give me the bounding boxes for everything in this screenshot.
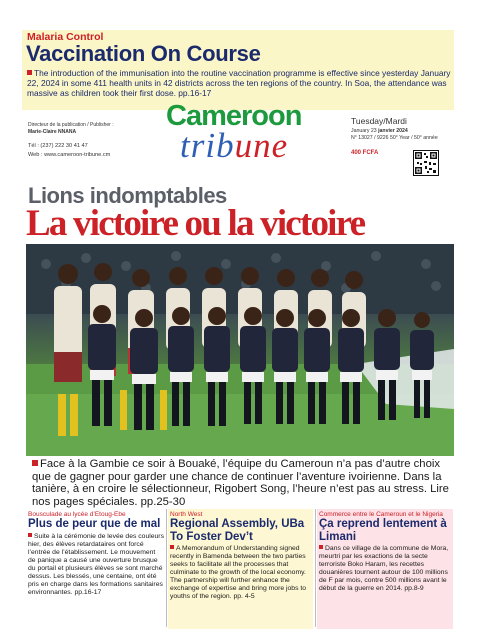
column-body: Suite à la cérémonie de levée des couleurs hier, des élèves retardataires ont forcé l’entrée de l’établissement. Le mouvement de panique a causé une ouverture brusque du portail et plusieurs élèves se sont marché dessus. Les blessés, une centaine, ont été pris en charge dans les formations sanitaires environnantes. pp.16-17 [28, 532, 164, 596]
column-body: A Memorandum of Understanding signed recently in Bamenda between the two parties seeks to facilitate all the processes that culminate to the growth of the local economy. The partnership will further enhance the exchange of expertise and bring more jobs to youths of the region. pp. 4-5 [170, 545, 307, 600]
logo-wordmark-top: Cameroon [166, 100, 302, 132]
day-en: Tuesday/ [351, 116, 386, 126]
story-column-3[interactable] [317, 509, 453, 629]
main-story-caption [32, 458, 452, 509]
column-title[interactable]: Regional Assembly, UBa To Foster Dev’t [170, 518, 305, 543]
publisher-name: Marie-Claire NNANA [28, 129, 77, 135]
date-fr: janvier 2024 [378, 128, 408, 134]
bullet-icon [170, 545, 174, 549]
main-headline[interactable]: La victoire ou la victoire [26, 203, 365, 244]
story-column-2[interactable] [168, 509, 313, 629]
logo-wordmark-bottom: tribune [180, 126, 289, 165]
price: 400 FCFA [351, 150, 379, 156]
day-name [351, 116, 438, 126]
column-text [26, 531, 166, 597]
column-title[interactable]: Plus de peur que de mal [28, 518, 161, 530]
column-divider [166, 509, 167, 627]
column-text [317, 543, 453, 593]
main-story-kicker: Lions indomptables [28, 183, 227, 208]
top-story-body: The introduction of the immunisation into the routine vaccination programme is effective since yesterday January 22, 2024 in some 411 health units in 42 districts across the ten regions of the country. In Soa, the attendance was massive as children took their first dose. pp.16-17 [27, 68, 451, 99]
top-story-text [27, 68, 452, 99]
issue-date [351, 128, 438, 134]
top-story-kicker: Malaria Control [27, 31, 104, 43]
column-title[interactable]: Ça reprend lentement à Limani [319, 518, 447, 543]
date-en: January 23 [351, 128, 379, 134]
bullet-icon [28, 533, 32, 537]
column-kicker: Bousculade au lycée d’Etoug-Ebe [28, 511, 126, 518]
bullet-icon [32, 460, 38, 466]
column-kicker: Commerce entre le Cameroun et le Nigeria [319, 511, 443, 518]
qr-code-icon[interactable] [413, 150, 439, 176]
contact-info [28, 142, 110, 160]
main-story-caption-text: Face à la Gambie ce soir à Bouaké, l’équipe du Cameroun n’a pas d’autre choix que de gagner pour garder une chance de continuer l’aventure ivoirienne. Dans la tanière, à en croire le sélectionneur, Rigobert Song, l’heure n’est pas au stress. Lire nos pages spéciales. pp.25-30 [32, 458, 449, 509]
column-text [168, 543, 313, 601]
contact-web[interactable]: Web : www.cameroon-tribune.cm [28, 152, 111, 158]
bullet-icon [319, 545, 323, 549]
top-story-title[interactable]: Vaccination On Course [26, 41, 261, 66]
bullet-icon [27, 70, 32, 75]
column-body: Dans ce village de la commune de Mora, meurtri par les exactions de la secte terroriste Boko Haram, les recettes douanières tournent autour de 100 millions de F par mois, contre 500 millions avant le début de la guerre en 2014. pp.8-9 [319, 545, 449, 592]
publisher-info [28, 122, 114, 136]
day-fr: Mardi [385, 116, 407, 126]
publisher-label: Directeur de la publication / Publisher : [28, 122, 114, 128]
column-kicker: North West [170, 511, 203, 518]
contact-phone: Tél : (237) 222 30 41 47 [28, 143, 88, 149]
story-column-1[interactable] [26, 509, 166, 629]
issue-number: N° 13027 / 9226 50° Year / 50° année [351, 135, 438, 141]
column-divider [315, 509, 316, 627]
team-lineup-photo [26, 244, 454, 456]
date-block [351, 116, 438, 141]
cameroon-tribune-logo [160, 98, 330, 172]
